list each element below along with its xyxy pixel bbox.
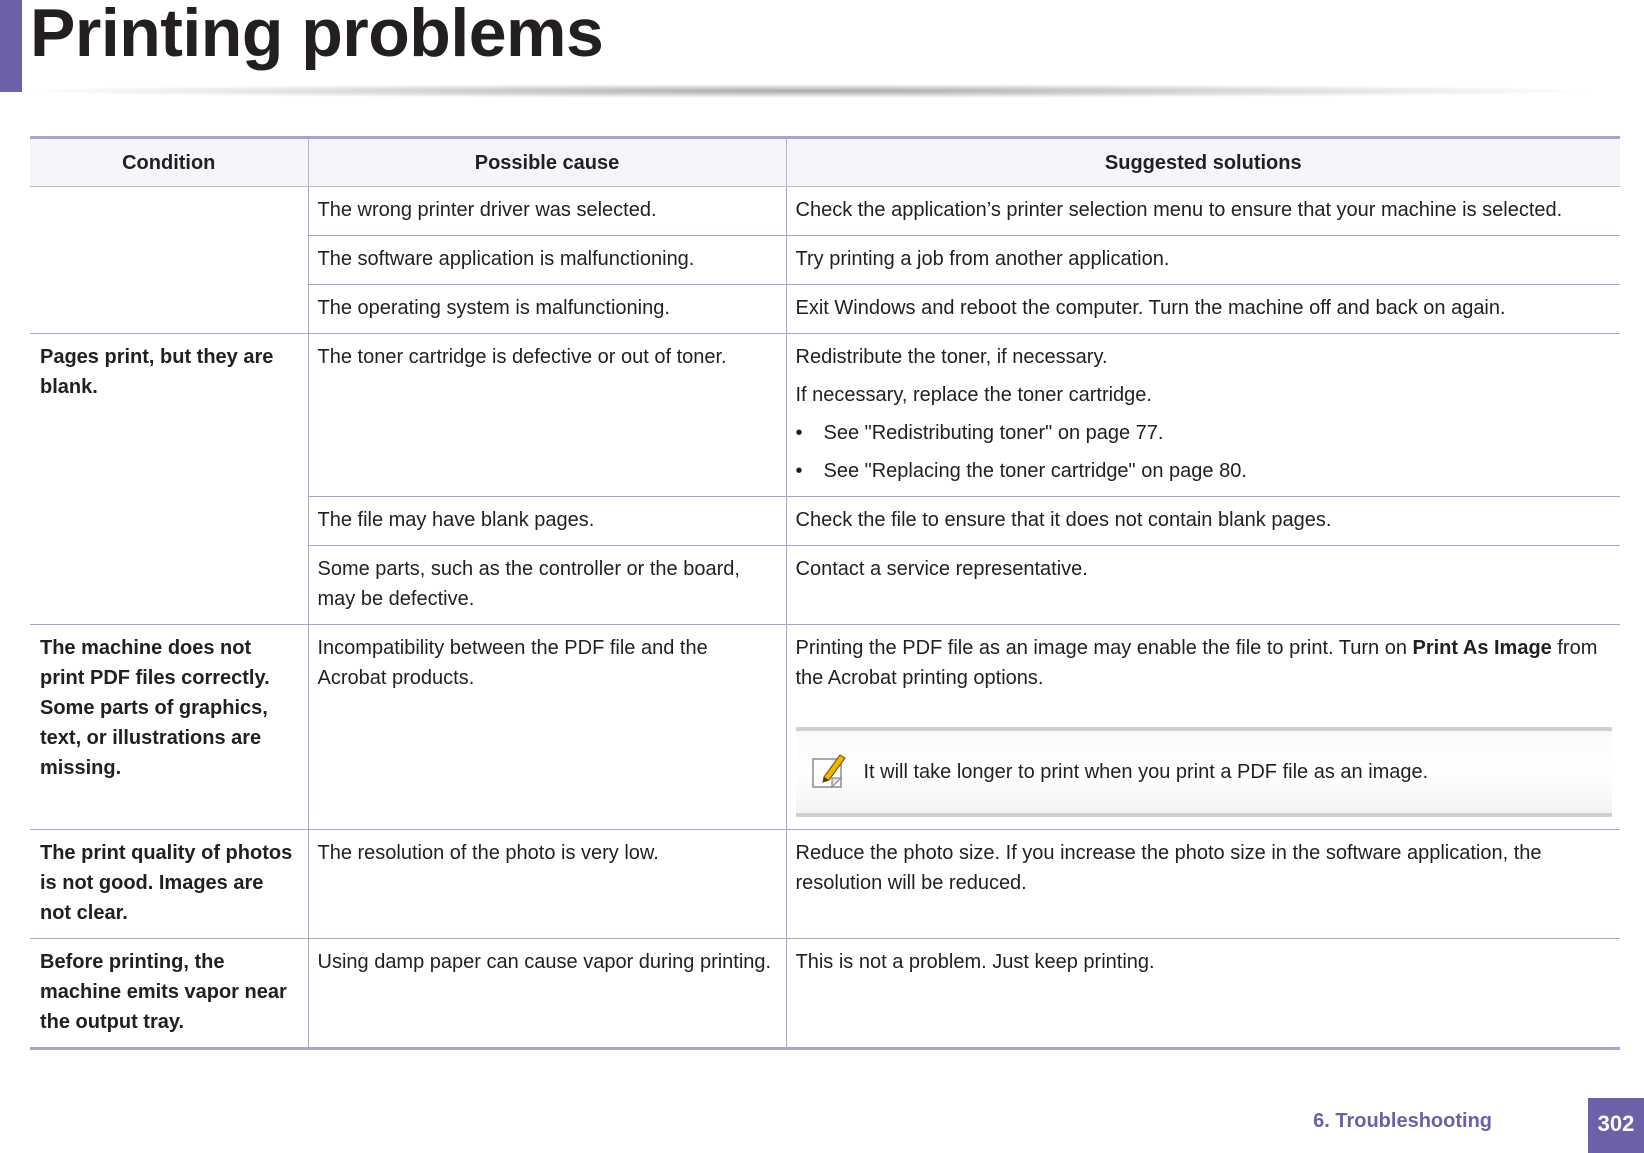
cause-cell: The file may have blank pages. — [308, 497, 786, 546]
bullet-icon: • — [795, 460, 803, 482]
condition-cell: Before printing, the machine emits vapor near the output tray. — [30, 939, 308, 1049]
table-row — [30, 334, 1620, 497]
cause-cell: The software application is malfunctioning. — [308, 236, 786, 285]
header-suggested-solutions: Suggested solutions — [786, 138, 1620, 187]
cause-cell: Some parts, such as the controller or the board, may be defective. — [308, 546, 786, 625]
cause-cell: Using damp paper can cause vapor during printing. — [308, 939, 786, 1049]
cause-cell: The resolution of the photo is very low. — [308, 830, 786, 939]
bullet-item — [796, 456, 1613, 486]
option-name: Print As Image — [1412, 637, 1552, 659]
cross-reference-link[interactable]: See "Replacing the toner cartridge" on page 80. — [823, 460, 1247, 482]
solution-text-end: from the Acrobat printing options. — [795, 637, 1598, 689]
page-title: Printing problems — [30, 0, 604, 71]
cause-cell: The toner cartridge is defective or out of toner. — [308, 334, 786, 497]
solution-text: If necessary, replace the toner cartridge. — [795, 384, 1152, 406]
solution-cell: Reduce the photo size. If you increase the photo size in the software application, the resolution will be reduced. — [786, 830, 1620, 939]
note-text: It will take longer to print when you print a PDF file as an image. — [863, 761, 1429, 783]
solution-text: Redistribute the toner, if necessary. — [795, 346, 1108, 368]
solution-cell: This is not a problem. Just keep printing. — [786, 939, 1620, 1049]
note-pencil-icon — [810, 751, 850, 793]
bullet-item — [796, 418, 1613, 448]
solution-cell: Exit Windows and reboot the computer. Turn the machine off and back on again. — [786, 285, 1620, 334]
cross-reference-link[interactable]: See "Redistributing toner" on page 77. — [823, 422, 1164, 444]
bullet-icon: • — [795, 422, 803, 444]
condition-cell: The machine does not print PDF files correctly. Some parts of graphics, text, or illustrations are missing. — [30, 625, 308, 830]
chapter-footer: 6. Troubleshooting — [1313, 1110, 1492, 1132]
solution-cell: Check the application’s printer selection menu to ensure that your machine is selected. — [786, 187, 1620, 236]
condition-cell: Pages print, but they are blank. — [30, 334, 308, 625]
cause-cell: Incompatibility between the PDF file and the Acrobat products. — [308, 625, 786, 830]
table-header-row — [30, 138, 1620, 187]
cause-cell: The operating system is malfunctioning. — [308, 285, 786, 334]
note-box — [796, 727, 1613, 817]
solution-cell: Try printing a job from another application. — [786, 236, 1620, 285]
page-number: 302 — [1588, 1098, 1644, 1153]
cause-cell: The wrong printer driver was selected. — [308, 187, 786, 236]
solution-cell: Check the file to ensure that it does not contain blank pages. — [786, 497, 1620, 546]
condition-cell — [30, 187, 308, 334]
table-row — [30, 625, 1620, 830]
table-row — [30, 939, 1620, 1049]
solution-text-start: Printing the PDF file as an image may enable the file to print. Turn on — [795, 637, 1413, 659]
troubleshooting-table — [30, 136, 1620, 1050]
chapter-accent-bar — [0, 0, 22, 92]
header-condition: Condition — [30, 138, 308, 187]
solution-cell: Contact a service representative. — [786, 546, 1620, 625]
title-underline — [28, 84, 1588, 98]
solution-text — [796, 633, 1613, 693]
solution-cell — [786, 334, 1620, 497]
solution-cell — [786, 625, 1620, 830]
condition-cell: The print quality of photos is not good. Images are not clear. — [30, 830, 308, 939]
header-possible-cause: Possible cause — [308, 138, 786, 187]
table-row — [30, 187, 1620, 236]
table-row — [30, 830, 1620, 939]
